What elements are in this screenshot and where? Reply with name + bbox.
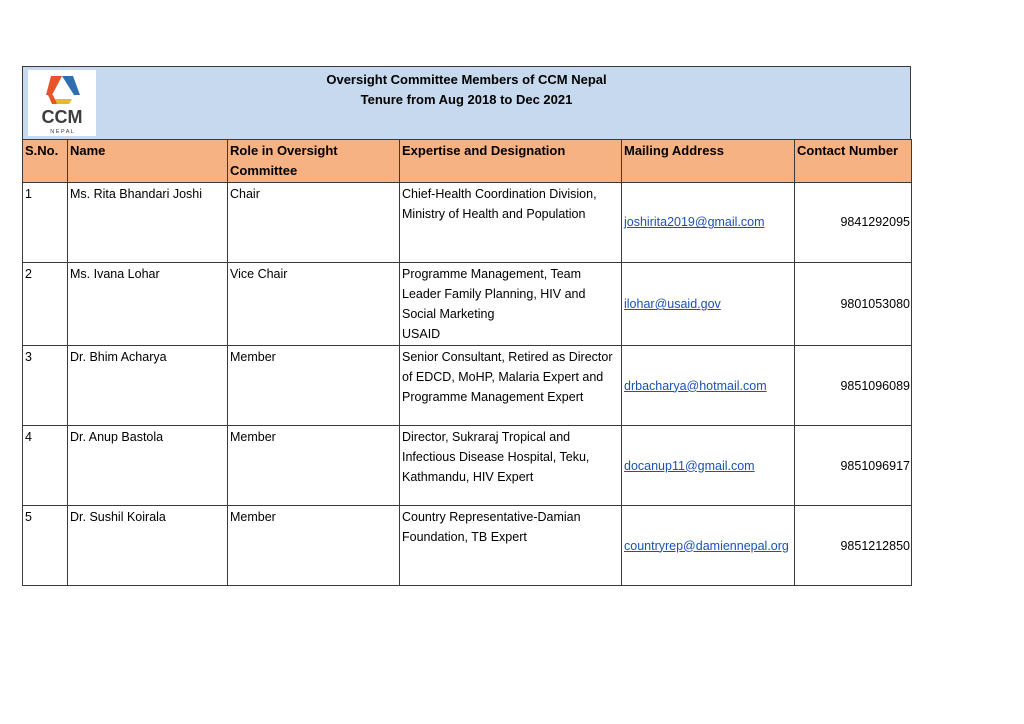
cell-email xyxy=(622,505,795,585)
table-header-row xyxy=(23,140,912,183)
cell-sno: 2 xyxy=(23,262,68,345)
table-row xyxy=(23,345,912,425)
cell-phone: 9851096089 xyxy=(795,345,912,425)
cell-role: Member xyxy=(228,425,400,505)
members-table xyxy=(22,139,912,586)
page-title: Oversight Committee Members of CCM Nepal xyxy=(326,72,607,87)
page-subtitle: Tenure from Aug 2018 to Dec 2021 xyxy=(360,92,573,107)
cell-expertise: Director, Sukraraj Tropical and Infectious Disease Hospital, Teku, Kathmandu, HIV Expert xyxy=(400,425,622,505)
column-header-sno: S.No. xyxy=(23,140,68,183)
expertise-text: Programme Management, Team Leader Family Planning, HIV and Social Marketing xyxy=(402,266,586,322)
cell-expertise: Senior Consultant, Retired as Director of EDCD, MoHP, Malaria Expert and Programme Management Expert xyxy=(400,345,622,425)
cell-phone: 9851096917 xyxy=(795,425,912,505)
logo-subtext: N E P A L xyxy=(50,129,74,135)
cell-role: Member xyxy=(228,505,400,585)
cell-phone: 9851212850 xyxy=(795,505,912,585)
column-header-address: Mailing Address xyxy=(622,140,795,183)
cell-role: Vice Chair xyxy=(228,262,400,345)
email-link[interactable]: drbacharya@hotmail.com xyxy=(624,378,767,393)
column-header-role: Role in Oversight Committee xyxy=(228,140,400,183)
document-sheet xyxy=(22,66,911,586)
column-header-contact: Contact Number xyxy=(795,140,912,183)
cell-role: Chair xyxy=(228,182,400,262)
table-row xyxy=(23,505,912,585)
cell-phone: 9801053080 xyxy=(795,262,912,345)
expertise-organization: USAID xyxy=(402,327,441,342)
email-link[interactable]: countryrep@damiennepal.org xyxy=(624,538,789,553)
cell-name: Dr. Sushil Koirala xyxy=(68,505,228,585)
cell-name: Ms. Ivana Lohar xyxy=(68,262,228,345)
email-link[interactable]: ilohar@usaid.gov xyxy=(624,297,721,312)
table-row xyxy=(23,425,912,505)
cell-email xyxy=(622,262,795,345)
cell-phone: 9841292095 xyxy=(795,182,912,262)
email-link[interactable]: joshirita2019@gmail.com xyxy=(624,215,765,230)
table-row xyxy=(23,182,912,262)
cell-expertise: Chief-Health Coordination Division, Ministry of Health and Population xyxy=(400,182,622,262)
cell-sno: 5 xyxy=(23,505,68,585)
column-header-name: Name xyxy=(68,140,228,183)
cell-name: Ms. Rita Bhandari Joshi xyxy=(68,182,228,262)
cell-sno: 4 xyxy=(23,425,68,505)
column-header-expertise: Expertise and Designation xyxy=(400,140,622,183)
cell-expertise: Country Representative-Damian Foundation, TB Expert xyxy=(400,505,622,585)
cell-email xyxy=(622,182,795,262)
cell-email xyxy=(622,425,795,505)
logo-text: CCM xyxy=(41,107,83,127)
cell-name: Dr. Bhim Acharya xyxy=(68,345,228,425)
cell-sno: 1 xyxy=(23,182,68,262)
cell-sno: 3 xyxy=(23,345,68,425)
cell-name: Dr. Anup Bastola xyxy=(68,425,228,505)
cell-role: Member xyxy=(228,345,400,425)
title-block xyxy=(22,66,911,139)
email-link[interactable]: docanup11@gmail.com xyxy=(624,458,755,473)
table-row xyxy=(23,262,912,345)
cell-email xyxy=(622,345,795,425)
cell-expertise xyxy=(400,262,622,345)
